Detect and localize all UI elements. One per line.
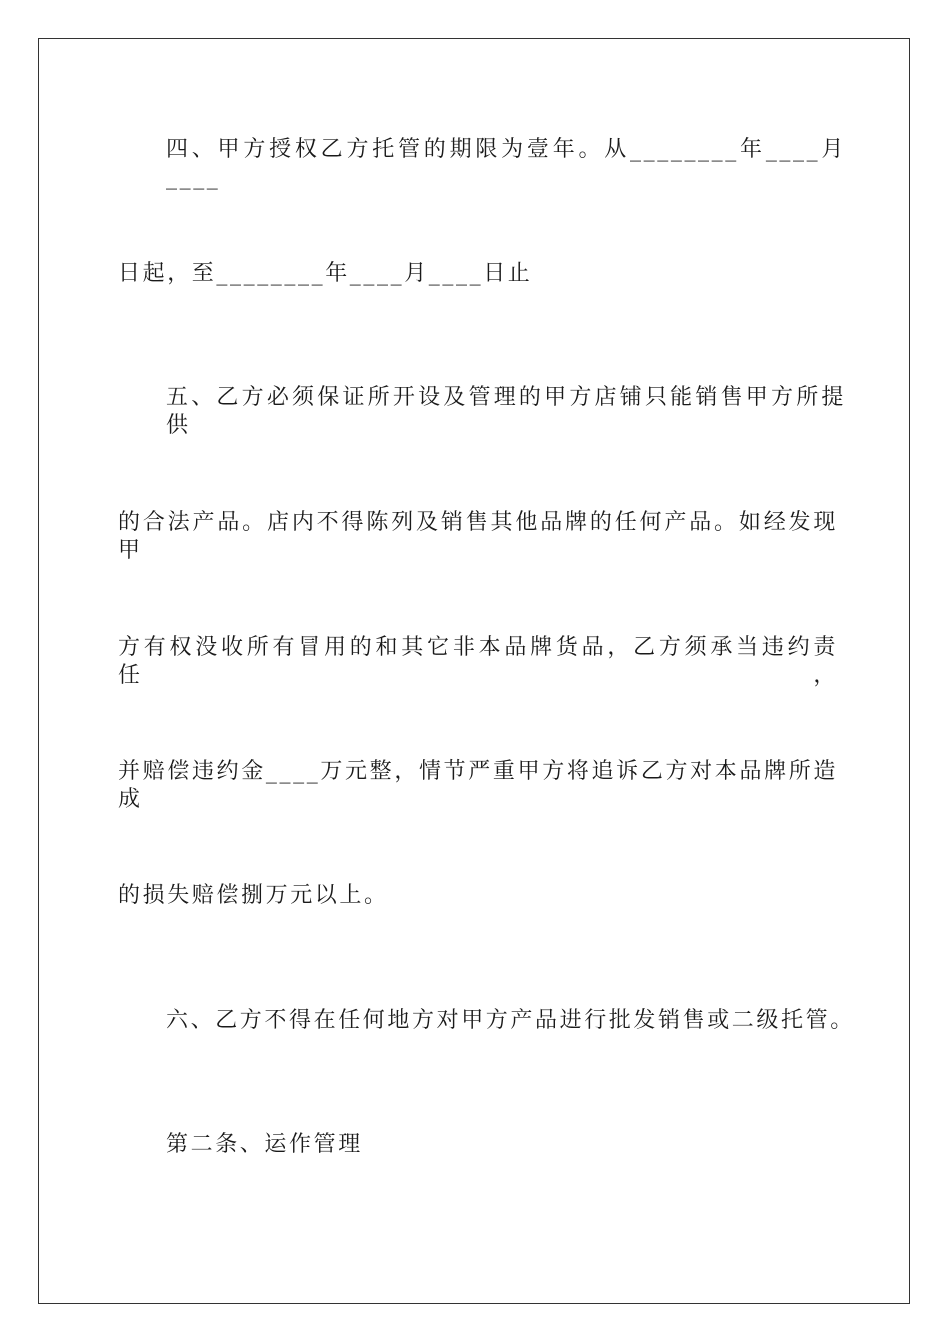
clause-4-line-1: 四、甲方授权乙方托管的期限为壹年。从________年____月____ bbox=[166, 137, 846, 190]
section-heading-article-2: 第二条、运作管理 bbox=[166, 1132, 363, 1157]
clause-5-line-1: 五、乙方必须保证所开设及管理的甲方店铺只能销售甲方所提供 bbox=[166, 385, 846, 438]
clause-5-line-3: 方有权没收所有冒用的和其它非本品牌货品，乙方须承当违约责任， bbox=[118, 635, 838, 688]
clause-5-line-2: 的合法产品。店内不得陈列及销售其他品牌的任何产品。如经发现甲 bbox=[118, 510, 838, 563]
clause-5-line-4: 并赔偿违约金____万元整，情节严重甲方将追诉乙方对本品牌所造成 bbox=[118, 759, 838, 812]
clause-5-line-5: 的损失赔偿捌万元以上。 bbox=[118, 883, 389, 908]
clause-4-line-2: 日起，至________年____月____日止 bbox=[118, 261, 533, 286]
clause-6-line-1: 六、乙方不得在任何地方对甲方产品进行批发销售或二级托管。 bbox=[166, 1008, 855, 1033]
